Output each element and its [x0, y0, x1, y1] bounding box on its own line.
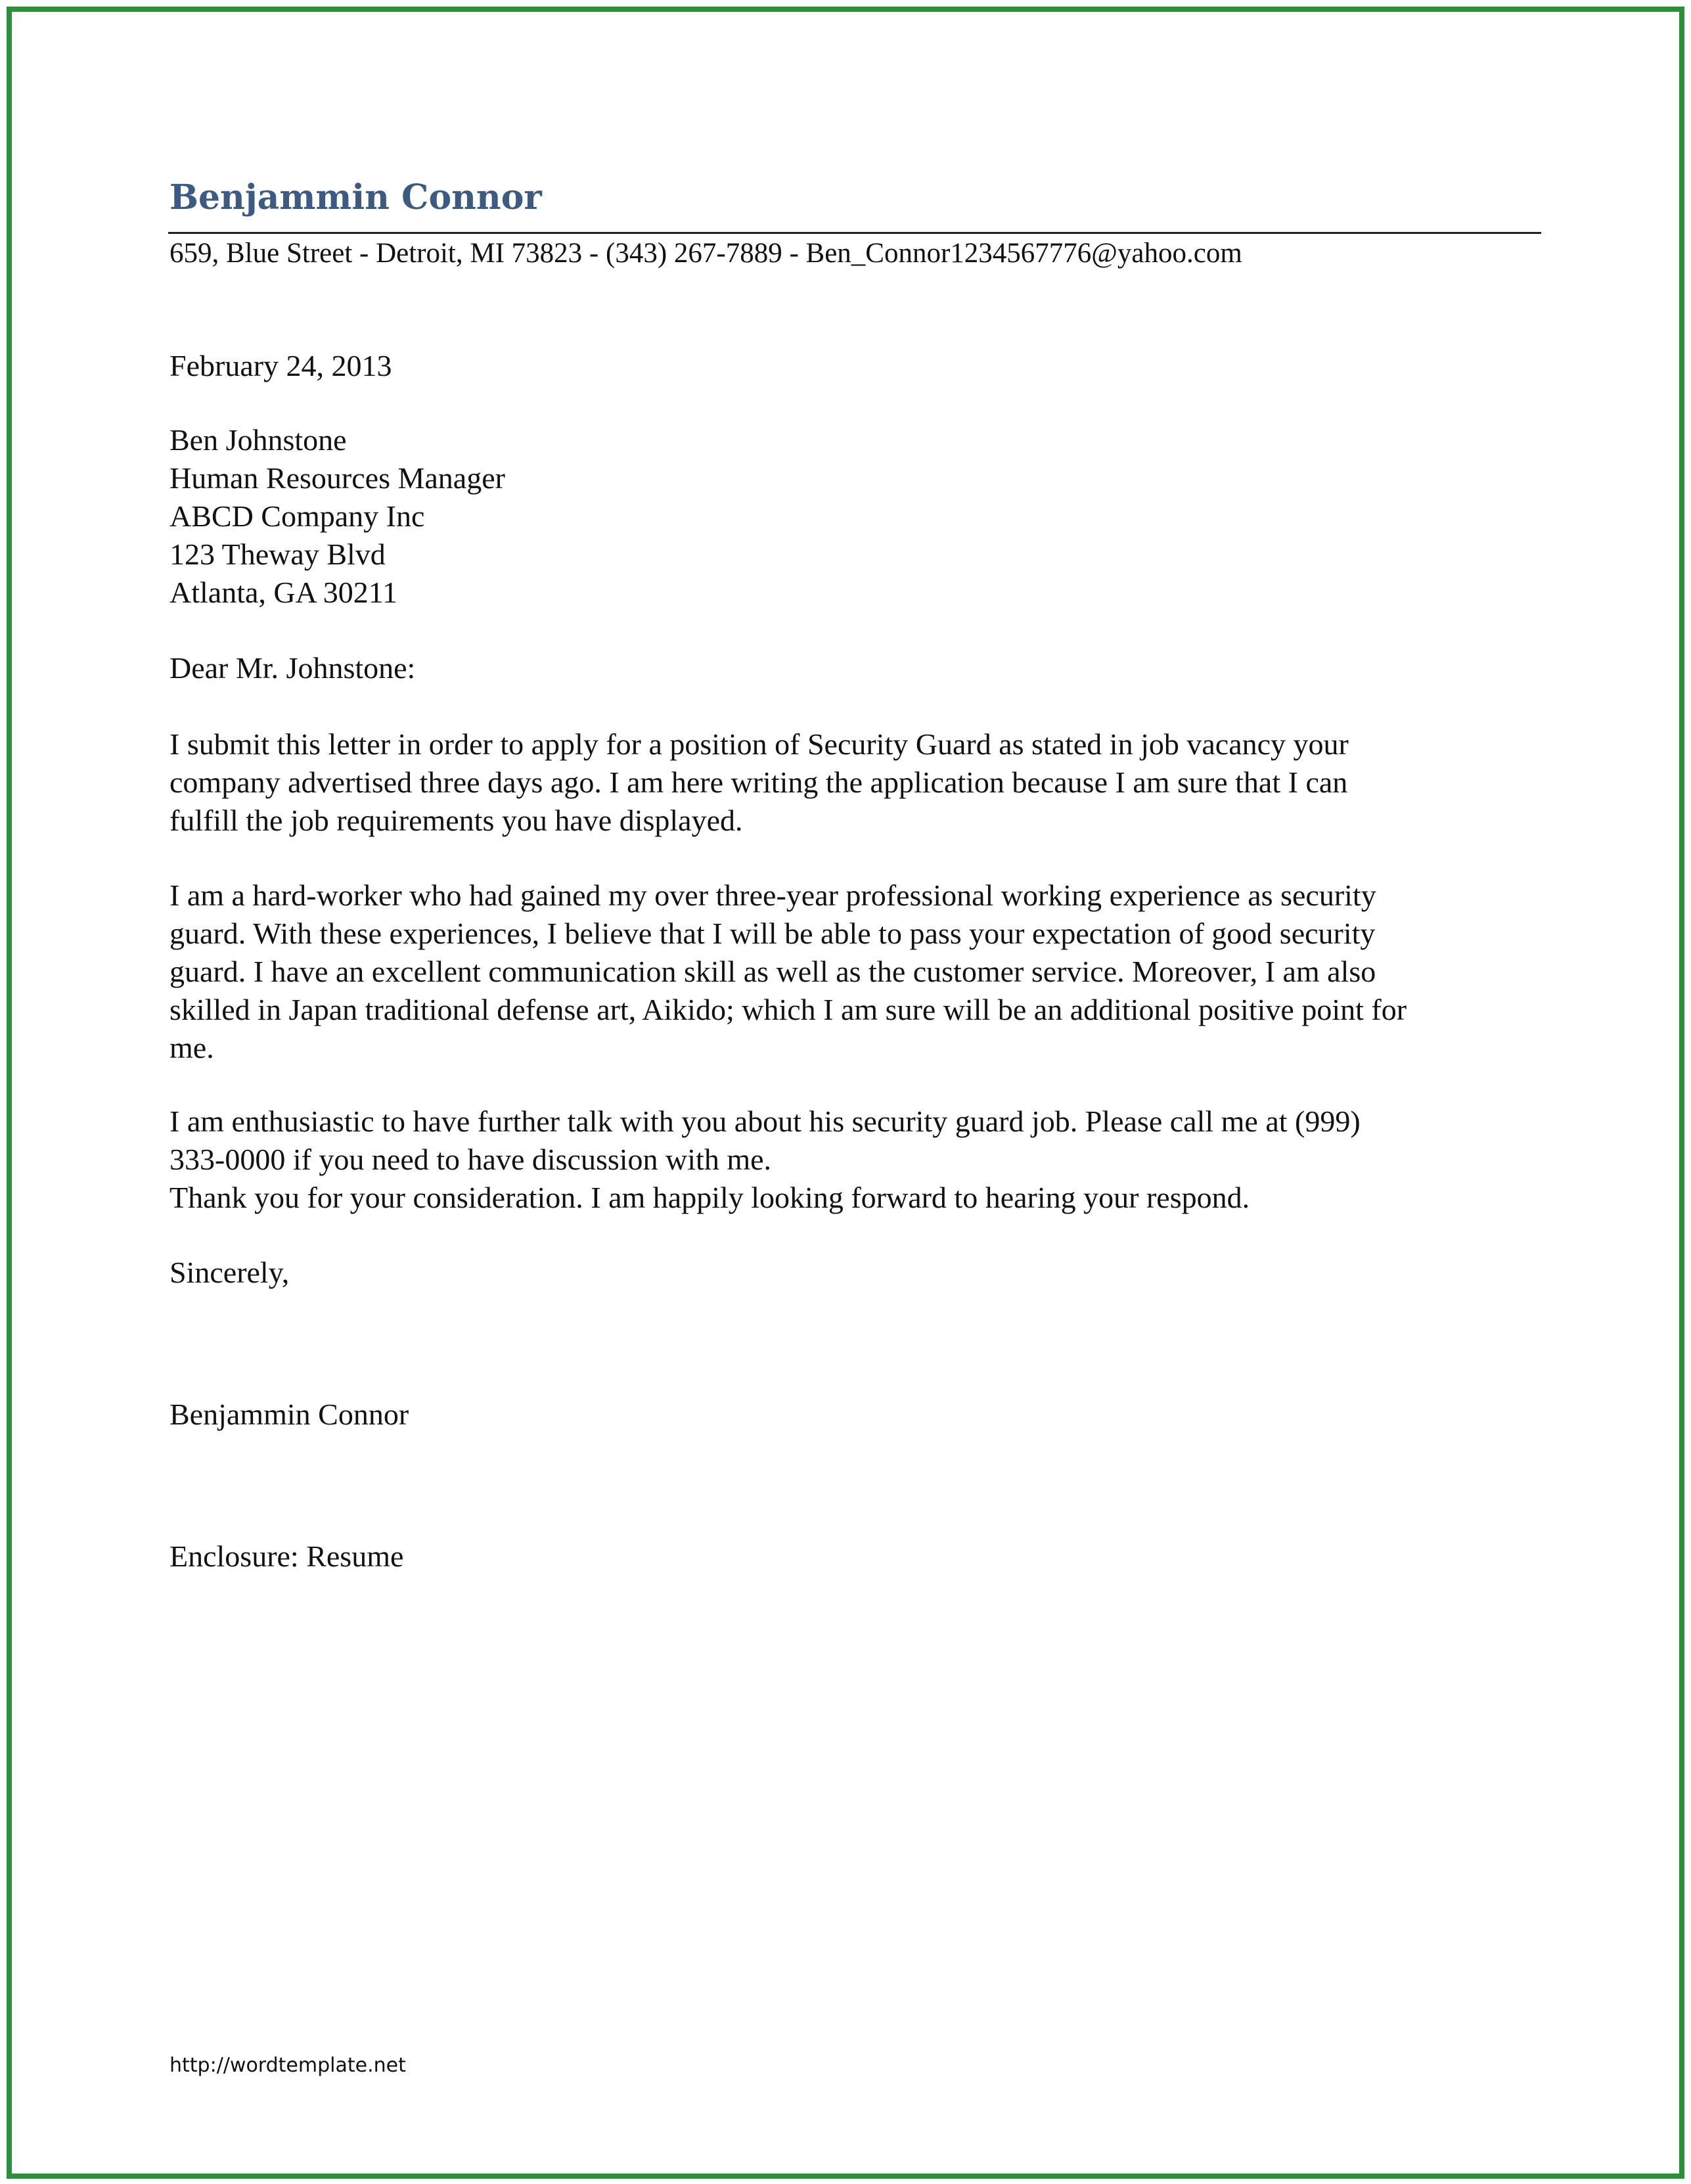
paragraph-line: I am a hard-worker who had gained my over three-year professional working experience as security — [169, 878, 1376, 912]
recipient-street: 123 Theway Blvd — [169, 537, 386, 571]
paragraph-line: fulfill the job requirements you have displayed. — [169, 804, 743, 837]
recipient-company: ABCD Company Inc — [169, 499, 425, 533]
paragraph-contact-request — [169, 1103, 1361, 1217]
letter-page — [12, 12, 1679, 2173]
letter-date: February 24, 2013 — [169, 349, 392, 382]
recipient-title: Human Resources Manager — [169, 461, 505, 495]
enclosure-note: Enclosure: Resume — [169, 1539, 404, 1573]
paragraph-line: company advertised three days ago. I am here writing the application because I am sure that I can — [169, 765, 1348, 799]
paragraph-line: I submit this letter in order to apply for a position of Security Guard as stated in job vacancy your — [169, 727, 1349, 761]
footer-url: http://wordtemplate.net — [169, 2054, 406, 2077]
paragraph-line: skilled in Japan traditional defense art, Aikido; which I am sure will be an additional positive point for — [169, 993, 1407, 1026]
header-rule — [168, 232, 1541, 234]
recipient-city: Atlanta, GA 30211 — [169, 576, 398, 609]
sender-name-heading: Benjammin Connor — [169, 177, 542, 217]
paragraph-line: I am enthusiastic to have further talk with you about his security guard job. Please call me at (999) — [169, 1104, 1361, 1138]
paragraph-line: guard. I have an excellent communication skill as well as the customer service. Moreover, I am also — [169, 955, 1376, 988]
recipient-name: Ben Johnstone — [169, 423, 347, 457]
closing: Sincerely, — [169, 1256, 290, 1289]
salutation: Dear Mr. Johnstone: — [169, 651, 416, 685]
paragraph-line: Thank you for your consideration. I am happily looking forward to hearing your respond. — [169, 1181, 1250, 1214]
page-frame — [7, 7, 1684, 2179]
paragraph-line: 333-0000 if you need to have discussion with me. — [169, 1143, 772, 1176]
paragraph-line: guard. With these experiences, I believe that I will be able to pass your expectation of good security — [169, 917, 1376, 950]
paragraph-experience — [169, 876, 1407, 1067]
recipient-address — [169, 421, 505, 612]
paragraph-application — [169, 725, 1349, 840]
paragraph-line: me. — [169, 1031, 214, 1064]
signature-name: Benjammin Connor — [169, 1398, 409, 1431]
sender-contact-line: 659, Blue Street - Detroit, MI 73823 - (343) 267-7889 - Ben_Connor1234567776@yahoo.com — [169, 238, 1242, 269]
